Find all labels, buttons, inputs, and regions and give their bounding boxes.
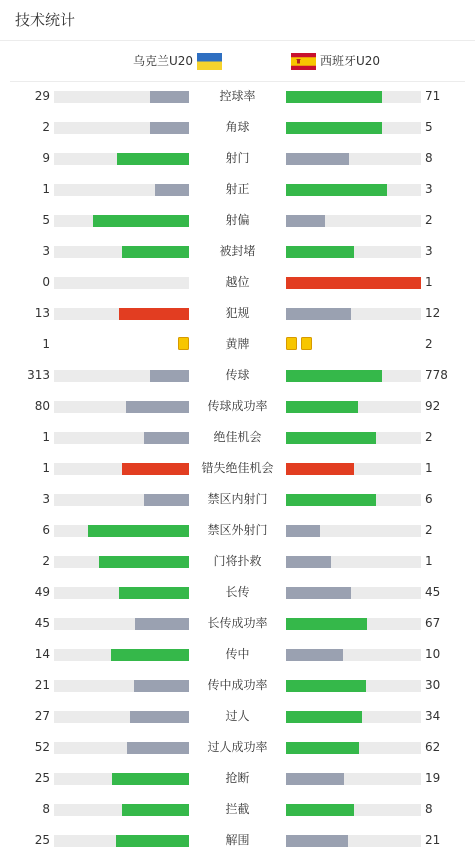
home-stat-value: 3: [42, 492, 50, 506]
stat-label: 过人: [225, 709, 250, 723]
home-stat-bar: [54, 91, 189, 103]
stat-label: 角球: [225, 120, 250, 134]
home-stat-value: 1: [42, 430, 50, 444]
stat-row: [0, 701, 475, 732]
away-stat-bar-fill: [286, 153, 349, 165]
stat-label: 传球成功率: [207, 399, 268, 413]
teams-bar: [10, 41, 465, 82]
away-stat-value: 1: [425, 554, 433, 568]
stat-row: [0, 794, 475, 825]
home-stat-bar: [54, 122, 189, 134]
stats-header: [0, 0, 475, 41]
home-stat-value: 21: [34, 678, 50, 692]
stat-label: 犯规: [225, 306, 250, 320]
home-yellow-cards: [178, 337, 189, 350]
away-stat-bar-fill: [286, 246, 354, 258]
home-stat-bar-fill: [150, 370, 189, 382]
home-stat-bar-fill: [122, 463, 190, 475]
home-stat-bar-fill: [144, 432, 189, 444]
away-team-name: 西班牙U20: [320, 54, 381, 68]
home-stat-bar: [54, 773, 189, 785]
home-stat-value: 13: [34, 306, 50, 320]
stat-label: 射门: [225, 151, 250, 165]
away-stat-bar: [286, 618, 421, 630]
stat-row: [0, 298, 475, 329]
away-stat-bar-fill: [286, 649, 343, 661]
home-stat-bar-fill: [88, 525, 189, 537]
away-stat-bar-fill: [286, 618, 367, 630]
away-stat-bar: [286, 680, 421, 692]
home-stat-bar: [54, 246, 189, 258]
away-stat-bar-fill: [286, 308, 351, 320]
away-stat-bar: [286, 494, 421, 506]
away-stat-value: 45: [425, 585, 441, 599]
away-stat-bar: [286, 308, 421, 320]
stat-label: 射偏: [225, 213, 250, 227]
home-stat-bar-fill: [155, 184, 189, 196]
home-stat-bar: [54, 432, 189, 444]
home-stat-value: 25: [34, 833, 50, 847]
away-stat-bar: [286, 91, 421, 103]
away-stat-bar: [286, 463, 421, 475]
stat-label: 传中: [225, 647, 250, 661]
stat-label: 过人成功率: [207, 740, 268, 754]
away-stat-bar-fill: [286, 432, 376, 444]
home-stat-bar-fill: [144, 494, 189, 506]
stat-label: 射正: [225, 182, 250, 196]
stats-list: [0, 81, 475, 856]
away-stat-value: 2: [425, 430, 433, 444]
stat-row: [0, 670, 475, 701]
home-stat-value: 1: [42, 461, 50, 475]
away-stat-bar: [286, 215, 421, 227]
away-stat-bar: [286, 370, 421, 382]
home-stat-value: 1: [42, 182, 50, 196]
page-title: 技术统计: [15, 11, 76, 29]
away-stat-bar: [286, 246, 421, 258]
home-stat-value: 29: [34, 89, 50, 103]
away-stat-bar: [286, 773, 421, 785]
home-stat-bar-fill: [93, 215, 189, 227]
away-stat-bar-fill: [286, 463, 354, 475]
home-stat-bar: [54, 618, 189, 630]
stat-row: [0, 422, 475, 453]
home-stat-bar: [54, 308, 189, 320]
away-stat-bar-fill: [286, 804, 354, 816]
away-stat-value: 12: [425, 306, 441, 320]
away-stat-bar: [286, 401, 421, 413]
home-stat-bar-fill: [135, 618, 189, 630]
away-stat-bar-fill: [286, 587, 351, 599]
stat-label: 解围: [225, 833, 250, 847]
ukraine-flag-icon: [197, 53, 222, 70]
stat-row: [0, 360, 475, 391]
home-stat-value: 3: [42, 244, 50, 258]
stat-row: [0, 205, 475, 236]
away-stat-bar-fill: [286, 184, 387, 196]
away-stat-bar: [286, 122, 421, 134]
stat-label: 传球: [225, 368, 250, 382]
home-stat-value: 49: [34, 585, 50, 599]
stat-row: [0, 577, 475, 608]
away-stat-value: 10: [425, 647, 441, 661]
away-stat-bar: [286, 804, 421, 816]
away-stat-value: 3: [425, 182, 433, 196]
home-stat-bar-fill: [119, 308, 189, 320]
away-stat-value: 92: [425, 399, 441, 413]
stat-label: 绝佳机会: [213, 430, 262, 444]
away-stat-bar: [286, 587, 421, 599]
away-stat-bar: [286, 711, 421, 723]
home-stat-value: 25: [34, 771, 50, 785]
away-stat-bar-fill: [286, 742, 359, 754]
away-stat-bar-fill: [286, 556, 331, 568]
stat-label: 错失绝佳机会: [201, 461, 274, 475]
stat-label: 越位: [225, 275, 250, 289]
stat-row: [0, 763, 475, 794]
away-stat-bar: [286, 184, 421, 196]
home-stat-bar-fill: [122, 246, 190, 258]
home-stat-value: 2: [42, 554, 50, 568]
spain-flag-icon: [291, 53, 316, 70]
stat-row: [0, 236, 475, 267]
home-stat-bar: [54, 463, 189, 475]
home-stat-bar-fill: [127, 742, 189, 754]
stat-label: 抢断: [225, 771, 250, 785]
away-stat-bar-fill: [286, 711, 362, 723]
yellow-card-icon: [178, 337, 189, 350]
away-stat-bar: [286, 649, 421, 661]
home-stat-bar: [54, 184, 189, 196]
away-stat-value: 6: [425, 492, 433, 506]
away-stat-bar-fill: [286, 773, 344, 785]
away-stat-value: 62: [425, 740, 441, 754]
home-stat-value: 2: [42, 120, 50, 134]
home-stat-bar: [54, 525, 189, 537]
away-yellow-cards: [286, 337, 312, 350]
away-stat-bar-fill: [286, 525, 320, 537]
away-stat-bar-fill: [286, 680, 366, 692]
away-stat-bar: [286, 432, 421, 444]
stat-row: [0, 112, 475, 143]
home-stat-bar: [54, 804, 189, 816]
home-stat-bar: [54, 587, 189, 599]
stat-label: 长传成功率: [207, 616, 268, 630]
stat-row: [0, 608, 475, 639]
away-stat-value: 778: [425, 368, 448, 382]
stat-label: 拦截: [225, 802, 250, 816]
home-stat-bar: [54, 649, 189, 661]
home-stat-value: 0: [42, 275, 50, 289]
away-stat-value: 21: [425, 833, 441, 847]
home-stat-bar-fill: [119, 587, 189, 599]
home-stat-bar-fill: [117, 153, 189, 165]
stat-row: [0, 515, 475, 546]
home-stat-value: 45: [34, 616, 50, 630]
away-stat-bar-fill: [286, 494, 376, 506]
home-stat-bar-fill: [130, 711, 189, 723]
home-stat-bar: [54, 742, 189, 754]
stat-label: 传中成功率: [207, 678, 268, 692]
home-stat-bar: [54, 277, 189, 289]
home-stat-bar-fill: [126, 401, 189, 413]
away-stat-value: 67: [425, 616, 441, 630]
stat-row: [0, 81, 475, 112]
stat-label: 控球率: [219, 89, 256, 103]
away-stat-bar: [286, 556, 421, 568]
home-stat-bar-fill: [111, 649, 189, 661]
yellow-card-icon: [301, 337, 312, 350]
away-stat-value: 1: [425, 275, 433, 289]
home-stat-bar: [54, 556, 189, 568]
away-stat-value: 30: [425, 678, 441, 692]
away-stat-bar: [286, 153, 421, 165]
away-stat-bar: [286, 835, 421, 847]
away-stat-bar-fill: [286, 370, 382, 382]
home-stat-bar-fill: [99, 556, 189, 568]
away-stat-bar: [286, 742, 421, 754]
home-team: [133, 52, 222, 70]
stat-label: 长传: [225, 585, 250, 599]
home-stat-value: 52: [34, 740, 50, 754]
away-stat-bar-fill: [286, 835, 348, 847]
away-stat-bar: [286, 277, 421, 289]
away-stat-value: 19: [425, 771, 441, 785]
home-stat-bar: [54, 153, 189, 165]
stat-label: 被封堵: [219, 244, 256, 258]
stat-label: 禁区外射门: [207, 523, 268, 537]
home-stat-bar-fill: [150, 91, 189, 103]
home-stat-value: 8: [42, 802, 50, 816]
home-stat-bar-fill: [112, 773, 189, 785]
stat-row: [0, 174, 475, 205]
home-stat-value: 1: [42, 337, 50, 351]
away-stat-bar-fill: [286, 91, 382, 103]
home-stat-value: 5: [42, 213, 50, 227]
away-stat-value: 8: [425, 802, 433, 816]
stat-label: 门将扑救: [213, 554, 262, 568]
home-stat-value: 27: [34, 709, 50, 723]
home-stat-value: 313: [27, 368, 50, 382]
stat-row: [0, 484, 475, 515]
away-stat-value: 5: [425, 120, 433, 134]
home-stat-bar-fill: [150, 122, 189, 134]
away-stat-bar-fill: [286, 401, 358, 413]
stat-row: [0, 732, 475, 763]
stat-row: [0, 825, 475, 856]
stat-row: [0, 391, 475, 422]
away-stat-value: 3: [425, 244, 433, 258]
home-stat-bar: [54, 711, 189, 723]
home-stat-bar-fill: [122, 804, 190, 816]
home-stat-bar: [54, 215, 189, 227]
away-stat-bar-fill: [286, 277, 421, 289]
home-stat-bar-fill: [116, 835, 189, 847]
away-stat-bar: [286, 525, 421, 537]
home-stat-value: 80: [34, 399, 50, 413]
home-stat-bar: [54, 494, 189, 506]
stat-row: [0, 329, 475, 360]
away-team: [291, 52, 380, 70]
home-team-name: 乌克兰U20: [132, 54, 193, 68]
stat-row: [0, 453, 475, 484]
home-stat-value: 14: [34, 647, 50, 661]
away-stat-value: 34: [425, 709, 441, 723]
home-stat-bar: [54, 370, 189, 382]
home-stat-bar: [54, 680, 189, 692]
away-stat-bar-fill: [286, 215, 325, 227]
yellow-card-icon: [286, 337, 297, 350]
stat-row: [0, 143, 475, 174]
home-stat-value: 9: [42, 151, 50, 165]
stat-label: 黄牌: [225, 337, 250, 351]
stat-label: 禁区内射门: [207, 492, 268, 506]
away-stat-value: 8: [425, 151, 433, 165]
stat-row: [0, 639, 475, 670]
stat-row: [0, 546, 475, 577]
away-stat-value: 2: [425, 337, 433, 351]
home-stat-bar: [54, 401, 189, 413]
away-stat-value: 1: [425, 461, 433, 475]
stat-row: [0, 267, 475, 298]
away-stat-bar-fill: [286, 122, 382, 134]
away-stat-value: 2: [425, 523, 433, 537]
home-stat-bar: [54, 835, 189, 847]
home-stat-value: 6: [42, 523, 50, 537]
away-stat-value: 71: [425, 89, 441, 103]
away-stat-value: 2: [425, 213, 433, 227]
home-stat-bar-fill: [134, 680, 189, 692]
